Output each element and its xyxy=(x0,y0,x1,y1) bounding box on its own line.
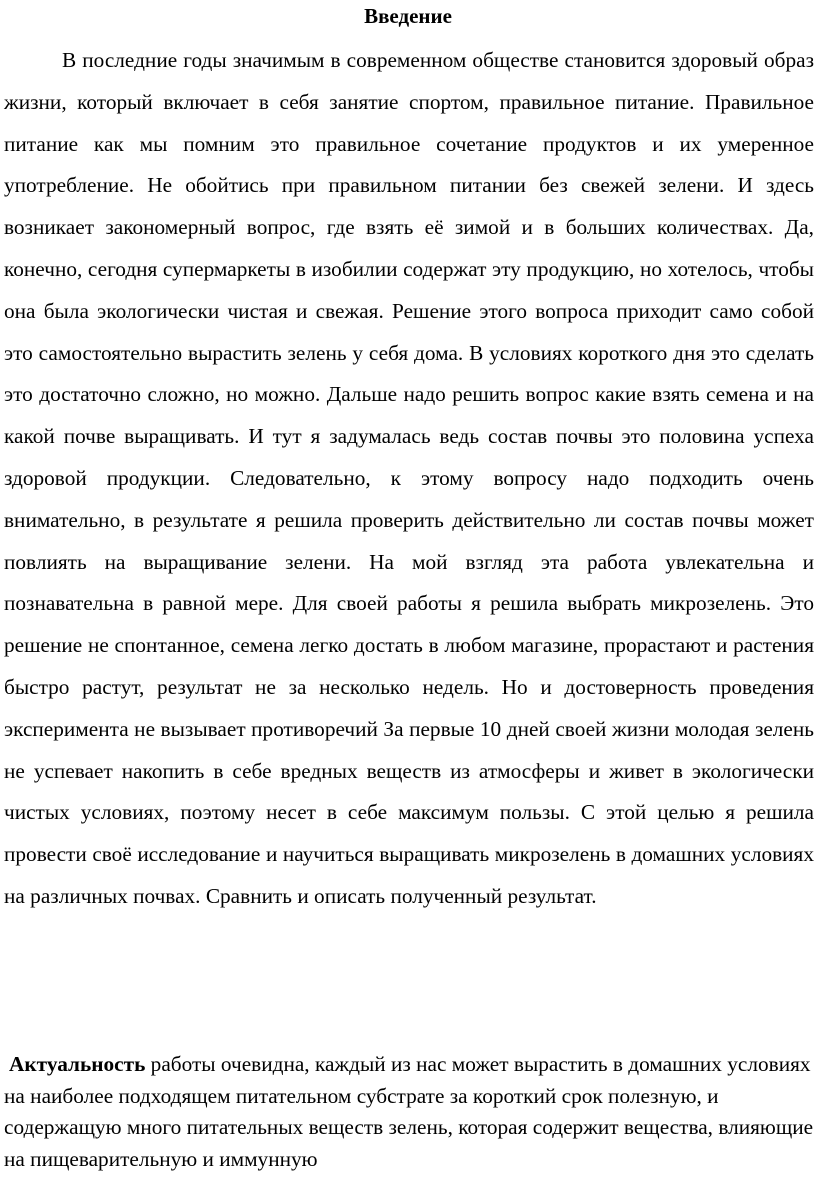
section-title: Введение xyxy=(364,4,452,28)
relevance-paragraph xyxy=(4,1049,814,1175)
relevance-term: Актуальность xyxy=(9,1052,146,1076)
relevance-text: работы очевидна, каждый из нас может вырастить в домашних условиях на наиболее подходящем питательном субстрате за короткий срок полезную, и содержащую много питательных веществ зелень, которая содержит вещества, влияющие на пищеварительную и иммунную xyxy=(4,1052,814,1171)
intro-paragraph: В последние годы значимым в современном обществе становится здоровый образ жизни, который включает в себя занятие спортом, правильное питание. Правильное питание как мы помним это правильное сочетание продуктов и их умеренное употребление. Не обойтись при правильном питании без свежей зелени. И здесь возникает закономерный вопрос, где взять её зимой и в больших количествах. Да, конечно, сегодня супермаркеты в изобилии содержат эту продукцию, но хотелось, чтобы она была экологически чистая и свежая. Решение этого вопроса приходит само собой это самостоятельно вырастить зелень у себя дома. В условиях короткого дня это сделать это достаточно сложно, но можно. Дальше надо решить вопрос какие взять семена и на какой почве выращивать. И тут я задумалась ведь состав почвы это половина успеха здоровой продукции. Следовательно, к этому вопросу надо подходить очень внимательно, в результате я решила проверить действительно ли состав почвы может повлиять на выращивание зелени. На мой взгляд эта работа увлекательна и познавательна в равной мере. Для своей работы я решила выбрать микрозелень. Это решение не спонтанное, семена легко достать в любом магазине, прорастают и растения быстро растут, результат не за несколько недель. Но и достоверность проведения эксперимента не вызывает противоречий За первые 10 дней своей жизни молодая зелень не успевает накопить в себе вредных веществ из атмосферы и живет в экологически чистых условиях, поэтому несет в себе максимум пользы. С этой целью я решила провести своё исследование и научиться выращивать микрозелень в домашних условиях на различных почвах. Сравнить и описать полученный результат. xyxy=(4,48,814,908)
